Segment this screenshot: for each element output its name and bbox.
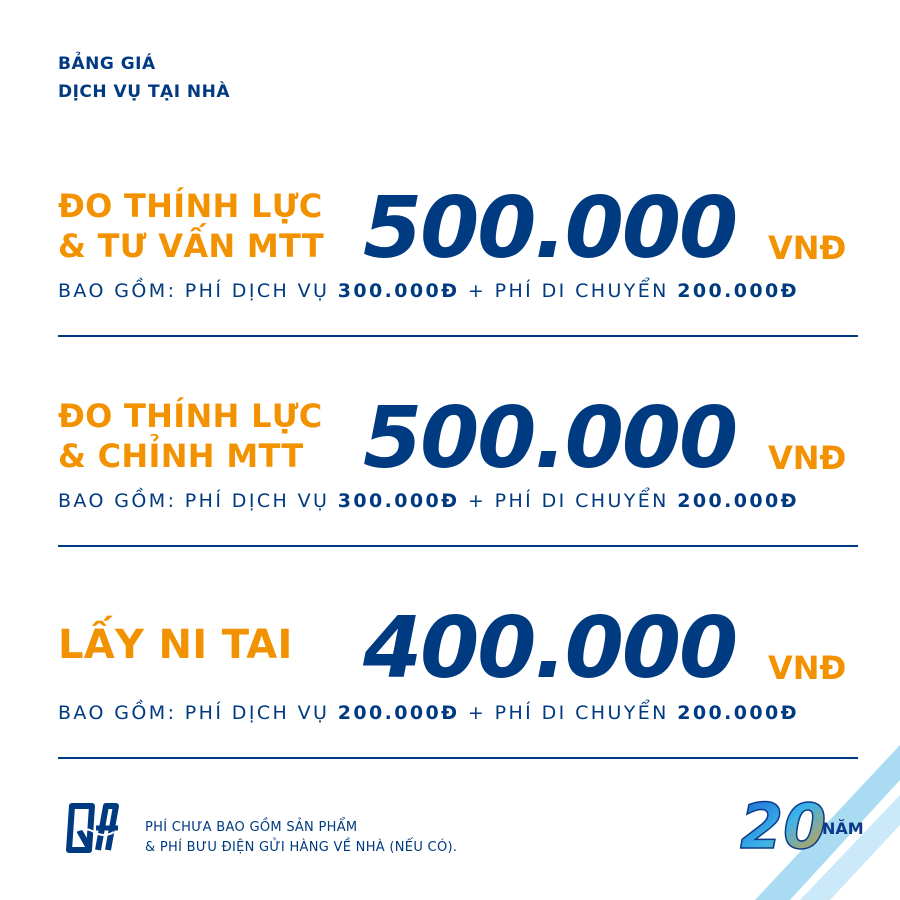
breakdown-prefix: BAO GỒM: PHÍ DỊCH VỤ <box>58 490 338 512</box>
page-title <box>58 50 230 106</box>
divider <box>58 545 858 547</box>
footer-note-line2: & PHÍ BƯU ĐIỆN GỬI HÀNG VỀ NHÀ (NẾU CÓ). <box>145 840 458 855</box>
price-unit: VNĐ <box>768 229 847 267</box>
service-fee: 300.000Đ <box>337 490 460 512</box>
price-unit: VNĐ <box>768 439 847 477</box>
service-title-line1: ĐO THÍNH LỰC <box>58 397 323 435</box>
price-unit: VNĐ <box>768 649 847 687</box>
qa-logo-icon <box>58 802 122 854</box>
travel-fee: 200.000Đ <box>677 490 799 512</box>
service-title-line2: & TƯ VẤN MTT <box>58 227 325 265</box>
badge-text: NĂM <box>822 819 864 838</box>
service-fee: 300.000Đ <box>337 280 460 302</box>
page-title-line2: DỊCH VỤ TẠI NHÀ <box>58 82 231 102</box>
price-breakdown <box>58 490 799 512</box>
breakdown-mid: + PHÍ DI CHUYỂN <box>459 490 678 512</box>
service-title <box>58 396 323 476</box>
anniversary-badge <box>740 788 880 860</box>
page-title-line1: BẢNG GIÁ <box>58 54 156 74</box>
breakdown-prefix: BAO GỒM: PHÍ DỊCH VỤ <box>58 702 338 724</box>
service-price: 500.000 <box>363 389 737 488</box>
badge-number: 20 <box>740 790 827 860</box>
service-price: 400.000 <box>363 599 737 698</box>
breakdown-prefix: BAO GỒM: PHÍ DỊCH VỤ <box>58 280 338 302</box>
service-title-line2: & CHỈNH MTT <box>58 437 304 475</box>
breakdown-mid: + PHÍ DI CHUYỂN <box>459 702 678 724</box>
service-row-hearing-test-consult <box>58 180 858 380</box>
footer-note-line1: PHÍ CHƯA BAO GỒM SẢN PHẨM <box>145 820 358 835</box>
service-title-line1: LẤY NI TAI <box>58 622 293 668</box>
service-fee: 200.000Đ <box>337 702 460 724</box>
travel-fee: 200.000Đ <box>677 280 799 302</box>
price-breakdown <box>58 280 799 302</box>
service-title-line1: ĐO THÍNH LỰC <box>58 187 323 225</box>
service-title <box>58 186 324 266</box>
footer-note <box>145 818 457 858</box>
service-price: 500.000 <box>363 179 737 278</box>
price-breakdown <box>58 702 799 724</box>
service-row-hearing-test-adjust <box>58 390 858 590</box>
travel-fee: 200.000Đ <box>677 702 799 724</box>
divider <box>58 335 858 337</box>
service-title <box>58 620 293 670</box>
breakdown-mid: + PHÍ DI CHUYỂN <box>459 280 678 302</box>
